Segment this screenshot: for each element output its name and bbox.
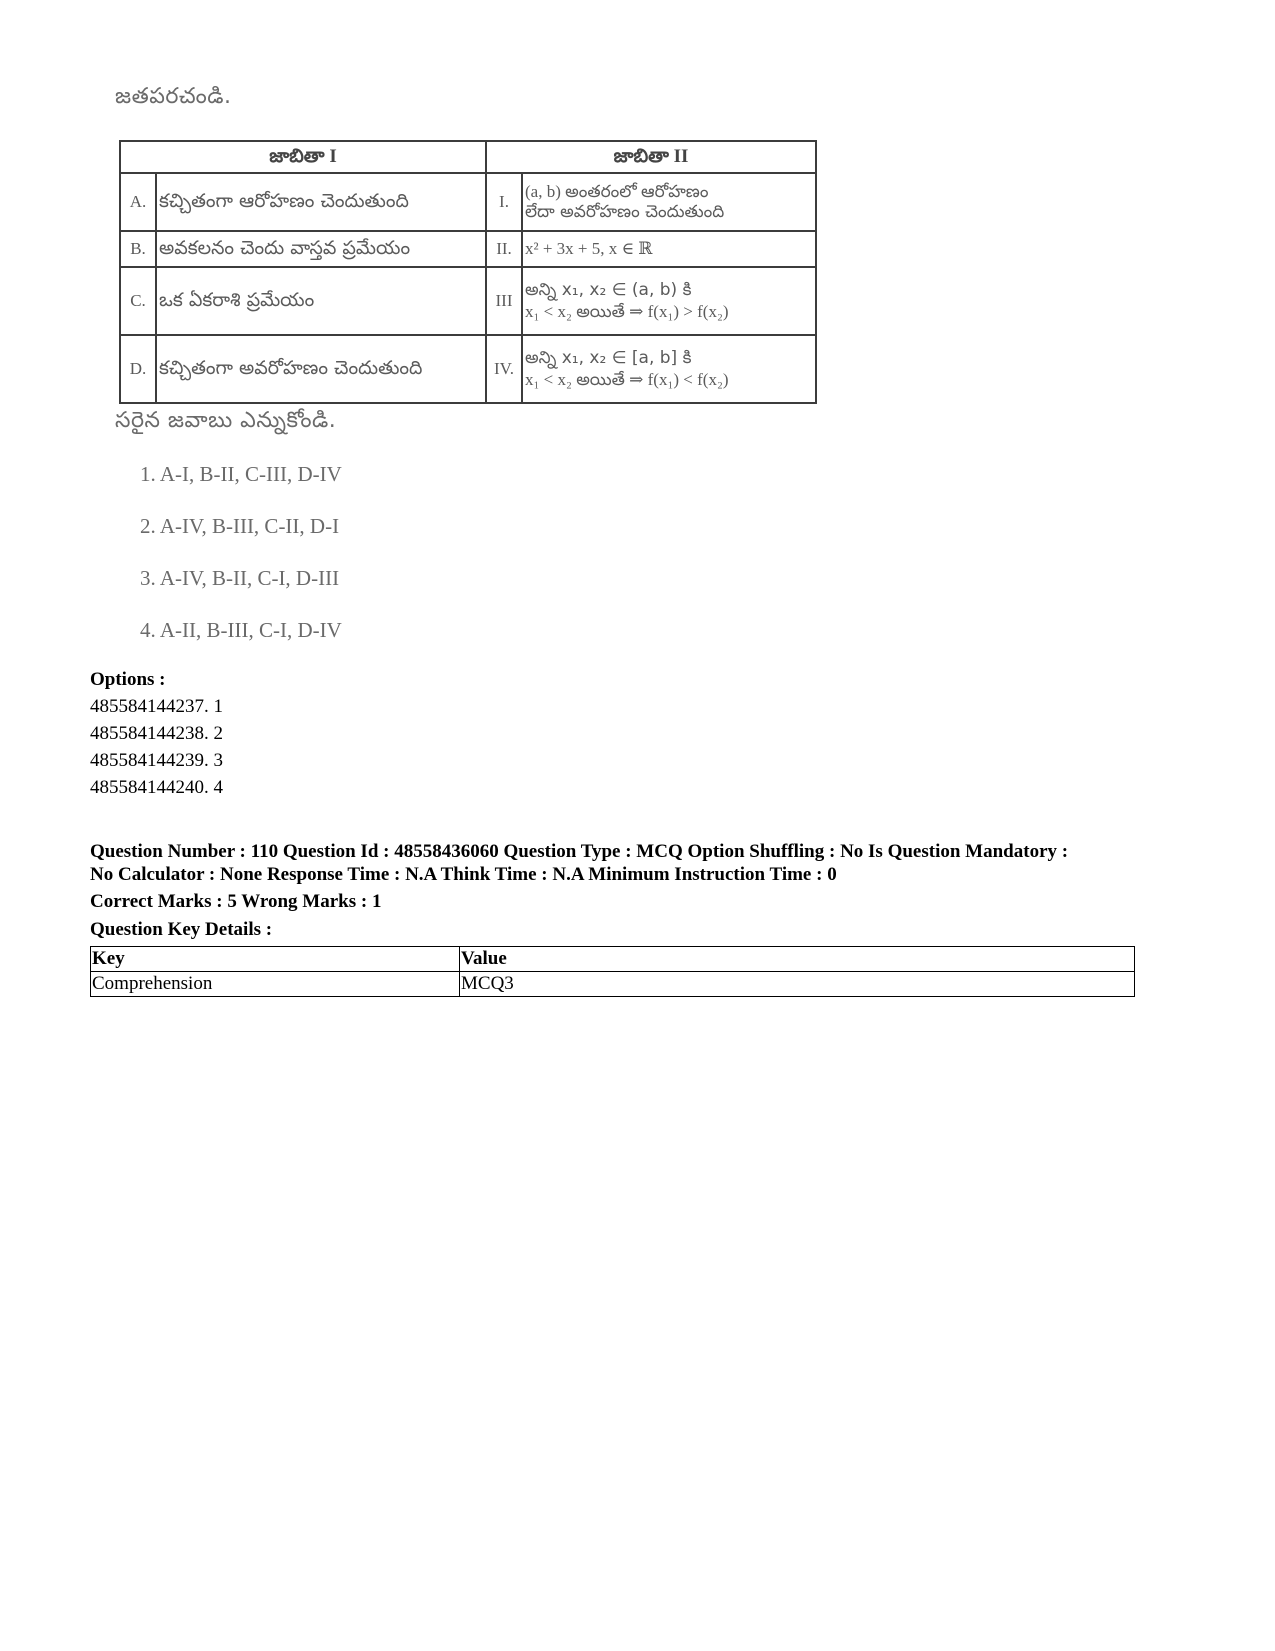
table-row xyxy=(91,972,1135,997)
answer-choice: 3. A-IV, B-II, C-I, D-III xyxy=(140,566,340,590)
row-letter: C. xyxy=(120,267,156,335)
answer-choice: 2. A-IV, B-III, C-II, D-I xyxy=(140,514,340,538)
table-row xyxy=(120,173,816,231)
option-item: 485584144240. 4 xyxy=(90,777,223,798)
list-i-item: కచ్చితంగా అవరోహణం చెందుతుంది xyxy=(156,335,486,403)
key-details-heading: Question Key Details : xyxy=(90,919,273,940)
list-i-header: జాబితా I xyxy=(120,141,486,173)
list-i-item: ఒక ఏకరాశి ప్రమేయం xyxy=(156,267,486,335)
row-roman: I. xyxy=(486,173,522,231)
question-document xyxy=(90,666,1140,994)
question-metadata-line: No Calculator : None Response Time : N.A Think Time : N.A Minimum Instruction Time : 0 xyxy=(90,864,837,885)
answer-choice: 4. A-II, B-III, C-I, D-IV xyxy=(140,618,342,642)
marks-line: Correct Marks : 5 Wrong Marks : 1 xyxy=(90,891,382,912)
key-details-table xyxy=(90,946,1135,997)
list-ii-item xyxy=(522,267,816,335)
select-answer-prompt: సరైన జవాబు ఎన్నుకోండి. xyxy=(115,408,337,433)
row-roman: IV. xyxy=(486,335,522,403)
options-heading: Options : xyxy=(90,669,166,690)
list-ii-line: x² + 3x + 5, x ∈ ℝ xyxy=(525,239,653,259)
list-ii-line: x₁ < x₂ అయితే ⇒ f(x₁) > f(x₂) xyxy=(525,302,729,321)
match-table xyxy=(119,140,817,404)
list-i-item: కచ్చితంగా ఆరోహణం చెందుతుంది xyxy=(156,173,486,231)
list-ii-line: అన్ని x₁, x₂ ∈ (a, b) కి xyxy=(525,279,692,300)
question-metadata-line: Question Number : 110 Question Id : 48558436060 Question Type : MCQ Option Shuffling : No Is Question Mandatory : xyxy=(90,841,1069,862)
key-column-header: Key xyxy=(91,947,460,972)
list-ii-item xyxy=(522,173,816,231)
key-table-header xyxy=(91,947,1135,972)
list-ii-item xyxy=(522,335,816,403)
value-cell: MCQ3 xyxy=(460,972,1135,997)
table-row xyxy=(120,231,816,267)
answer-choices xyxy=(140,460,342,668)
list-ii-line: x₁ < x₂ అయితే ⇒ f(x₁) < f(x₂) xyxy=(525,370,729,389)
table-row xyxy=(120,335,816,403)
option-item: 485584144237. 1 xyxy=(90,696,223,717)
match-instruction: జతపరచండి. xyxy=(115,84,232,109)
options-list xyxy=(90,693,1140,801)
list-ii-line: అన్ని x₁, x₂ ∈ [a, b] కి xyxy=(525,347,692,368)
match-table-header xyxy=(120,141,816,173)
question-metadata xyxy=(90,840,1140,886)
row-letter: D. xyxy=(120,335,156,403)
list-ii-item xyxy=(522,231,816,267)
answer-choice: 1. A-I, B-II, C-III, D-IV xyxy=(140,462,342,486)
list-ii-line: లేదా అవరోహణం చెందుతుంది xyxy=(525,202,725,222)
option-item: 485584144239. 3 xyxy=(90,750,223,771)
option-item: 485584144238. 2 xyxy=(90,723,223,744)
row-letter: A. xyxy=(120,173,156,231)
row-roman: III xyxy=(486,267,522,335)
table-row xyxy=(120,267,816,335)
row-letter: B. xyxy=(120,231,156,267)
key-cell: Comprehension xyxy=(91,972,460,997)
value-column-header: Value xyxy=(460,947,1135,972)
list-ii-line: (a, b) అంతరంలో ఆరోహణం xyxy=(525,181,709,201)
list-i-item: అవకలనం చెందు వాస్తవ ప్రమేయం xyxy=(156,231,486,267)
list-ii-header: జాబితా II xyxy=(486,141,816,173)
row-roman: II. xyxy=(486,231,522,267)
question-image xyxy=(110,78,870,678)
